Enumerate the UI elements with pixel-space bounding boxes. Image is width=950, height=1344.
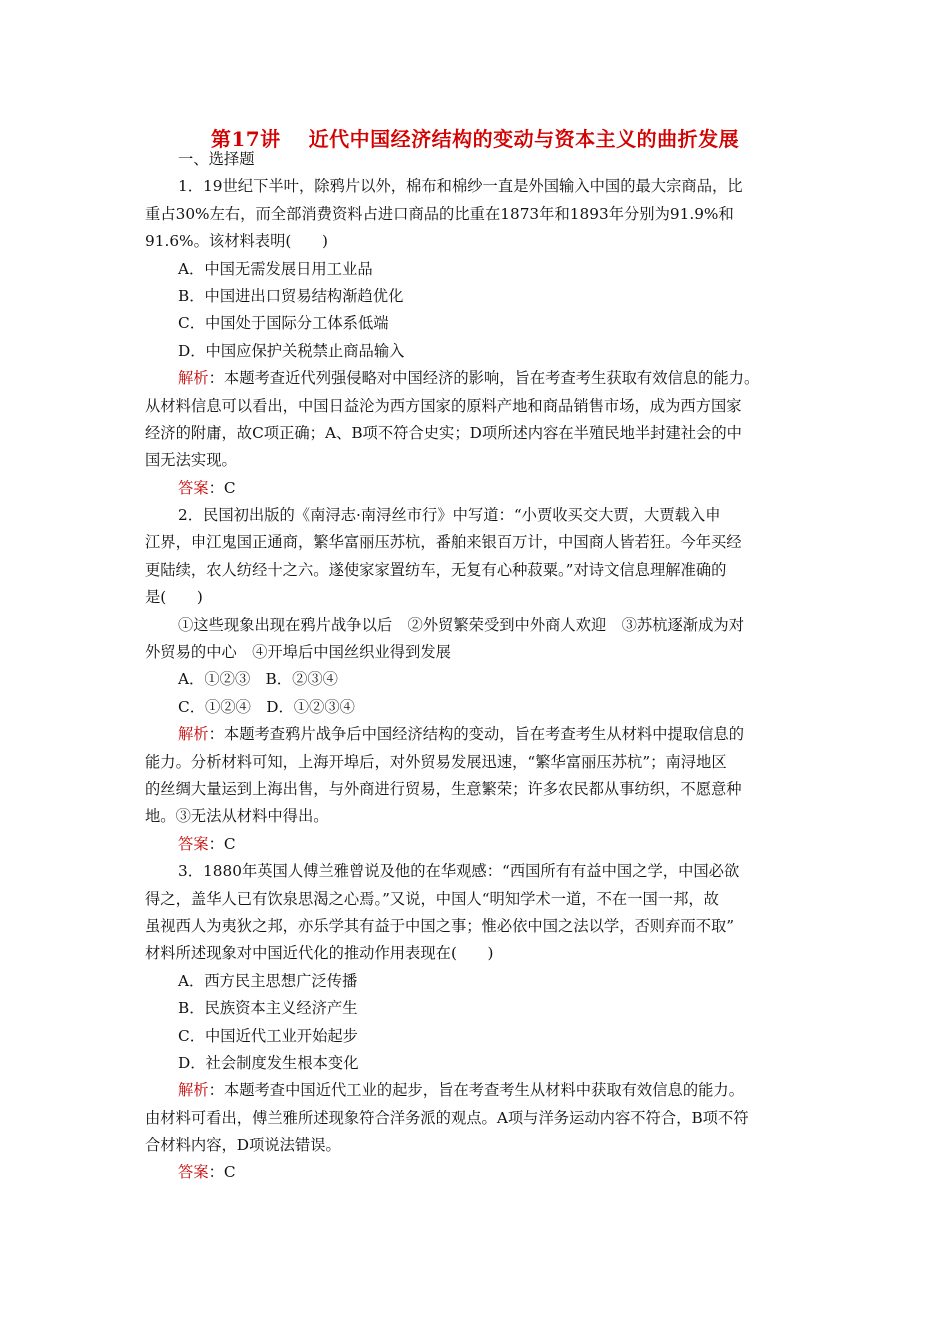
section-heading: 一、选择题 — [178, 150, 255, 168]
option-row-ab: A．①②③ B．②③④ — [178, 670, 338, 689]
lecture-number: 第17讲 — [210, 127, 281, 151]
question-stem-line: 91.6%。该材料表明( ) — [145, 232, 328, 251]
question-3 — [145, 858, 813, 1187]
question-1 — [145, 173, 813, 502]
option-d: D．中国应保护关税禁止商品输入 — [178, 341, 405, 360]
option-c: C．中国处于国际分工体系低端 — [178, 314, 389, 333]
answer-value: ：C — [208, 834, 236, 853]
option-a: A．中国无需发展日用工业品 — [178, 259, 373, 278]
question-stem-line: 是( ) — [145, 588, 203, 607]
analysis-label: 解析 — [178, 369, 209, 388]
answer-value: ：C — [208, 478, 236, 497]
option-c: C．中国近代工业开始起步 — [178, 1026, 358, 1045]
question-stem-line: 3．1880年英国人傅兰雅曾说及他的在华观感：“西国所有有益中国之学，中国必欲 — [178, 862, 740, 881]
analysis-line: 能力。分析材料可知，上海开埠后，对外贸易发展迅速，“繁华富丽压苏杭”；南浔地区 — [145, 752, 727, 771]
analysis-first-line — [145, 1077, 813, 1104]
answer-label: 答案 — [178, 478, 209, 497]
question-stem-line: 江界，申江鬼国正通商，繁华富丽压苏杭，番舶来银百万计，中国商人皆若狂。今年买经 — [145, 533, 742, 552]
option-b: B．中国进出口贸易结构渐趋优化 — [178, 286, 404, 305]
analysis-text: ：本题考查中国近代工业的起步，旨在考查考生从材料中获取有效信息的能力。 — [208, 1081, 745, 1100]
question-stem-line: 1．19世纪下半叶，除鸦片以外，棉布和棉纱一直是外国输入中国的最大宗商品，比 — [178, 177, 743, 196]
answer-line — [145, 1159, 813, 1186]
analysis-line: 合材料内容，D项说法错误。 — [145, 1136, 341, 1155]
option-a: A．西方民主思想广泛传播 — [178, 971, 358, 990]
question-stem-line: 重占30%左右，而全部消费资料占进口商品的比重在1873年和1893年分别为91.9%和 — [145, 204, 734, 223]
analysis-text: ：本题考查近代列强侵略对中国经济的影响，旨在考查考生获取有效信息的能力。 — [208, 369, 760, 388]
analysis-first-line — [145, 721, 813, 748]
answer-label: 答案 — [178, 1163, 209, 1182]
analysis-line: 经济的附庸，故C项正确；A、B项不符合史实；D项所述内容在半殖民地半封建社会的中 — [145, 423, 742, 442]
answer-label: 答案 — [178, 834, 209, 853]
statement-line: ①这些现象出现在鸦片战争以后 ②外贸繁荣受到中外商人欢迎 ③苏杭逐渐成为对 — [178, 615, 744, 634]
statement-line: 外贸易的中心 ④开埠后中国丝织业得到发展 — [145, 643, 451, 662]
analysis-line: 地。③无法从材料中得出。 — [145, 807, 329, 826]
analysis-line: 从材料信息可以看出，中国日益沦为西方国家的原料产地和商品销售市场，成为西方国家 — [145, 396, 742, 415]
answer-line — [145, 831, 813, 858]
option-row-cd: C．①②④ D．①②③④ — [178, 697, 355, 716]
question-stem-line: 得之，盖华人已有饮泉思渴之心焉。”又说，中国人“明知学术一道，不在一国一邦，故 — [145, 889, 719, 908]
question-stem-line: 材料所述现象对中国近代化的推动作用表现在( ) — [145, 944, 494, 963]
question-stem-line: 虽视西人为夷狄之邦，亦乐学其有益于中国之事；惟必依中国之法以学，否则弃而不取” — [145, 916, 735, 935]
question-stem-line: 2．民国初出版的《南浔志·南浔丝市行》中写道：“小贾收买交大贾，大贾载入申 — [178, 506, 721, 525]
analysis-label: 解析 — [178, 1081, 209, 1100]
analysis-label: 解析 — [178, 725, 209, 744]
analysis-line: 的丝绸大量运到上海出售，与外商进行贸易，生意繁荣；许多农民都从事纺织，不愿意种 — [145, 779, 742, 798]
analysis-line: 国无法实现。 — [145, 451, 237, 470]
option-d: D．社会制度发生根本变化 — [178, 1053, 359, 1072]
analysis-first-line — [145, 365, 813, 392]
question-stem-line: 更陆续，农人纺经十之六。遂使家家置纺车，无复有心种菽粟。”对诗文信息理解准确的 — [145, 560, 727, 579]
option-b: B．民族资本主义经济产生 — [178, 999, 358, 1018]
lecture-topic: 近代中国经济结构的变动与资本主义的曲折发展 — [308, 127, 740, 151]
answer-value: ：C — [208, 1163, 236, 1182]
question-2 — [145, 502, 813, 858]
document-body — [145, 146, 813, 1187]
analysis-text: ：本题考查鸦片战争后中国经济结构的变动，旨在考查考生从材料中提取信息的 — [208, 725, 745, 744]
analysis-line: 由材料可看出，傅兰雅所述现象符合洋务派的观点。A项与洋务运动内容不符合，B项不符 — [145, 1108, 749, 1127]
answer-line — [145, 475, 813, 502]
